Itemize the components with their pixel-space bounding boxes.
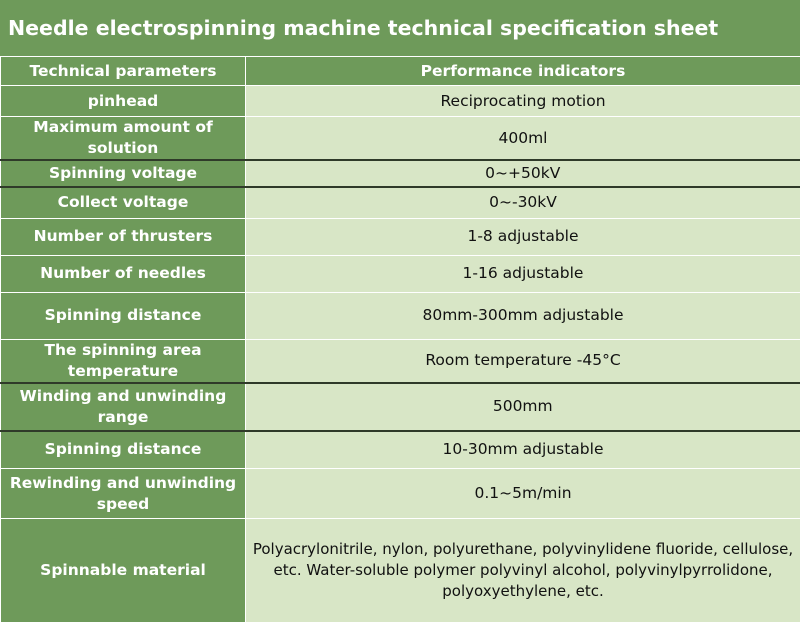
table-header-row [1,57,800,86]
table-row [1,160,800,187]
value-cell: Reciprocating motion [246,86,800,117]
sheet-title: Needle electrospinning machine technical specification sheet [8,16,718,40]
param-cell: Spinning voltage [1,160,246,187]
param-cell: Rewinding and unwinding speed [1,469,246,519]
table-row [1,383,800,431]
table-row [1,218,800,255]
table-row [1,187,800,218]
table-row [1,339,800,383]
param-cell: Spinnable material [1,519,246,623]
param-cell: pinhead [1,86,246,117]
table-row [1,292,800,339]
value-cell: 500mm [246,383,800,431]
header-performance-indicators: Performance indicators [246,57,800,86]
table-row [1,469,800,519]
param-cell: Spinning distance [1,292,246,339]
header-technical-parameters: Technical parameters [1,57,246,86]
table-row [1,431,800,469]
value-cell: 10-30mm adjustable [246,431,800,469]
table-row [1,117,800,161]
param-cell: The spinning area temperature [1,339,246,383]
value-cell: 80mm-300mm adjustable [246,292,800,339]
param-cell: Spinning distance [1,431,246,469]
param-cell: Winding and unwinding range [1,383,246,431]
value-cell: 1-16 adjustable [246,255,800,292]
table-row [1,86,800,117]
value-cell: Room temperature -45°C [246,339,800,383]
value-cell: 1-8 adjustable [246,218,800,255]
table-row [1,255,800,292]
value-cell: Polyacrylonitrile, nylon, polyurethane, polyvinylidene fluoride, cellulose, etc. Water-soluble polymer polyvinyl alcohol, polyvinylpyrrolidone, polyoxyethylene, etc. [246,519,800,623]
param-cell: Number of needles [1,255,246,292]
param-cell: Number of thrusters [1,218,246,255]
table-row [1,519,800,623]
param-cell: Collect voltage [1,187,246,218]
spec-table [0,56,800,623]
value-cell: 0~-30kV [246,187,800,218]
value-cell: 400ml [246,117,800,161]
value-cell: 0.1~5m/min [246,469,800,519]
param-cell: Maximum amount of solution [1,117,246,161]
title-bar [0,0,800,56]
value-cell: 0~+50kV [246,160,800,187]
